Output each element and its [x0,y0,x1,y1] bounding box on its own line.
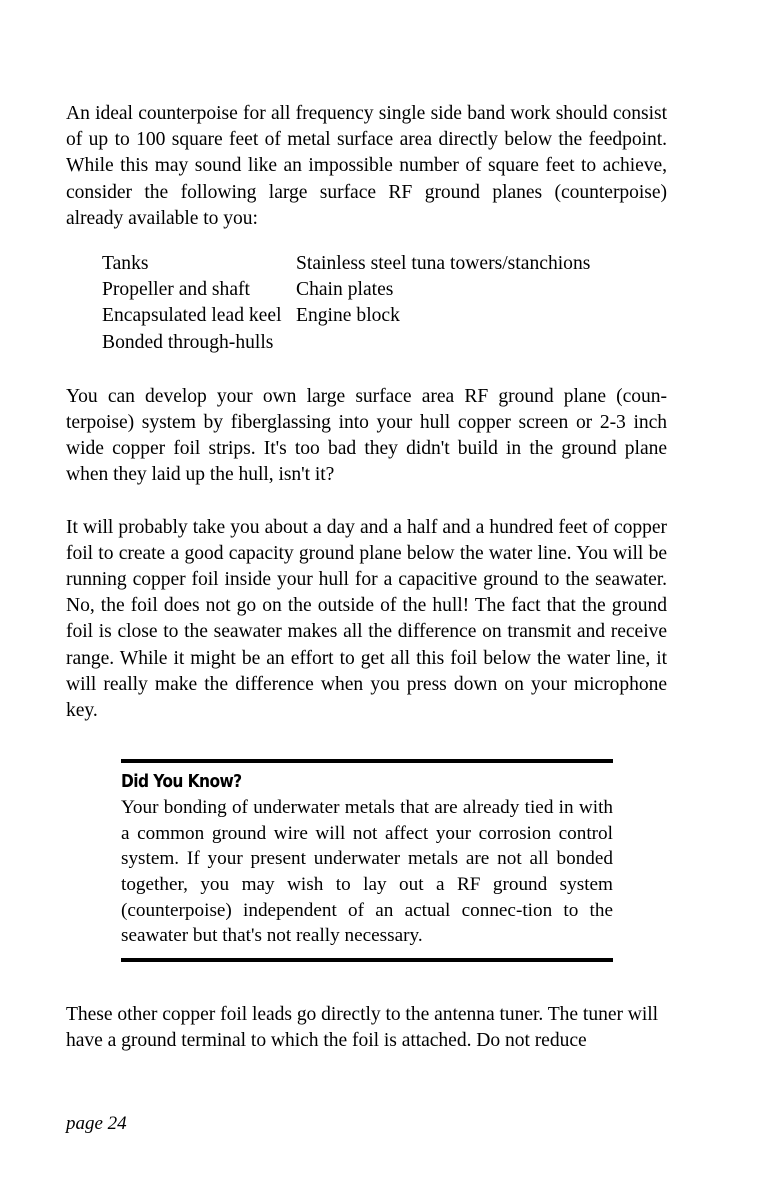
page-content [66,101,667,1054]
ground-plane-list [66,251,667,356]
list-item-left: Bonded through-hulls [102,331,274,353]
spacer [66,232,667,251]
list-item-right: Chain plates [296,279,394,301]
list-item-left: Tanks [102,253,149,275]
list-item [66,330,667,356]
did-you-know-callout [121,759,613,962]
list-item-right: Engine block [296,305,400,327]
spacer [66,489,667,515]
callout-inner [121,763,613,958]
list-item-left: Encapsulated lead keel [102,305,282,327]
list-item [66,251,667,277]
spacer [66,962,667,1002]
paragraph-closing: These other copper foil leads go directly to the antenna tuner. The tuner will have a ground terminal to which the foil is attached. Do not reduce [66,1003,659,1052]
page-number-footer: page 24 [66,1113,127,1134]
callout-body: Your bonding of underwater metals that are already tied in with a common ground wire will not affect your corrosion control system. If your present underwater metals are not all bonded together, you may wish to lay out a RF ground system (counterpoise) independent of an actual connec-tion to the seawater but that's not really necessary. [121,797,613,947]
list-item [66,303,667,329]
paragraph-develop: You can develop your own large surface area RF ground plane (coun-terpoise) system by fiberglassing into your hull copper screen or 2-3 inch wide copper foil strips. It's too bad they didn't build in the ground plane when they laid up the hull, isn't it? [66,385,667,486]
spacer [66,724,667,759]
list-item-right: Stainless steel tuna towers/stanchions [296,253,591,275]
list-item-left: Propeller and shaft [102,279,250,301]
paragraph-foil: It will probably take you about a day and a half and a hundred feet of copper foil to create a good capacity ground plane below the water line. You will be running copper foil inside your hull for a capacitive ground to the seawater. No, the foil does not go on the outside of the hull! The fact that the ground foil is close to the seawater makes all the difference on transmit and receive range. While it might be an effort to get all this foil below the water line, it will really make the difference when you press down on your microphone key. [66,516,667,722]
paragraph-intro: An ideal counterpoise for all frequency single side band work should consist of up to 100 square feet of metal surface area directly below the feedpoint. While this may sound like an impossible number of square feet to achieve, consider the following large surface RF ground planes (counterpoise) already available to you: [66,103,667,229]
spacer [66,356,667,384]
callout-title: Did You Know? [121,771,242,793]
list-item [66,277,667,303]
